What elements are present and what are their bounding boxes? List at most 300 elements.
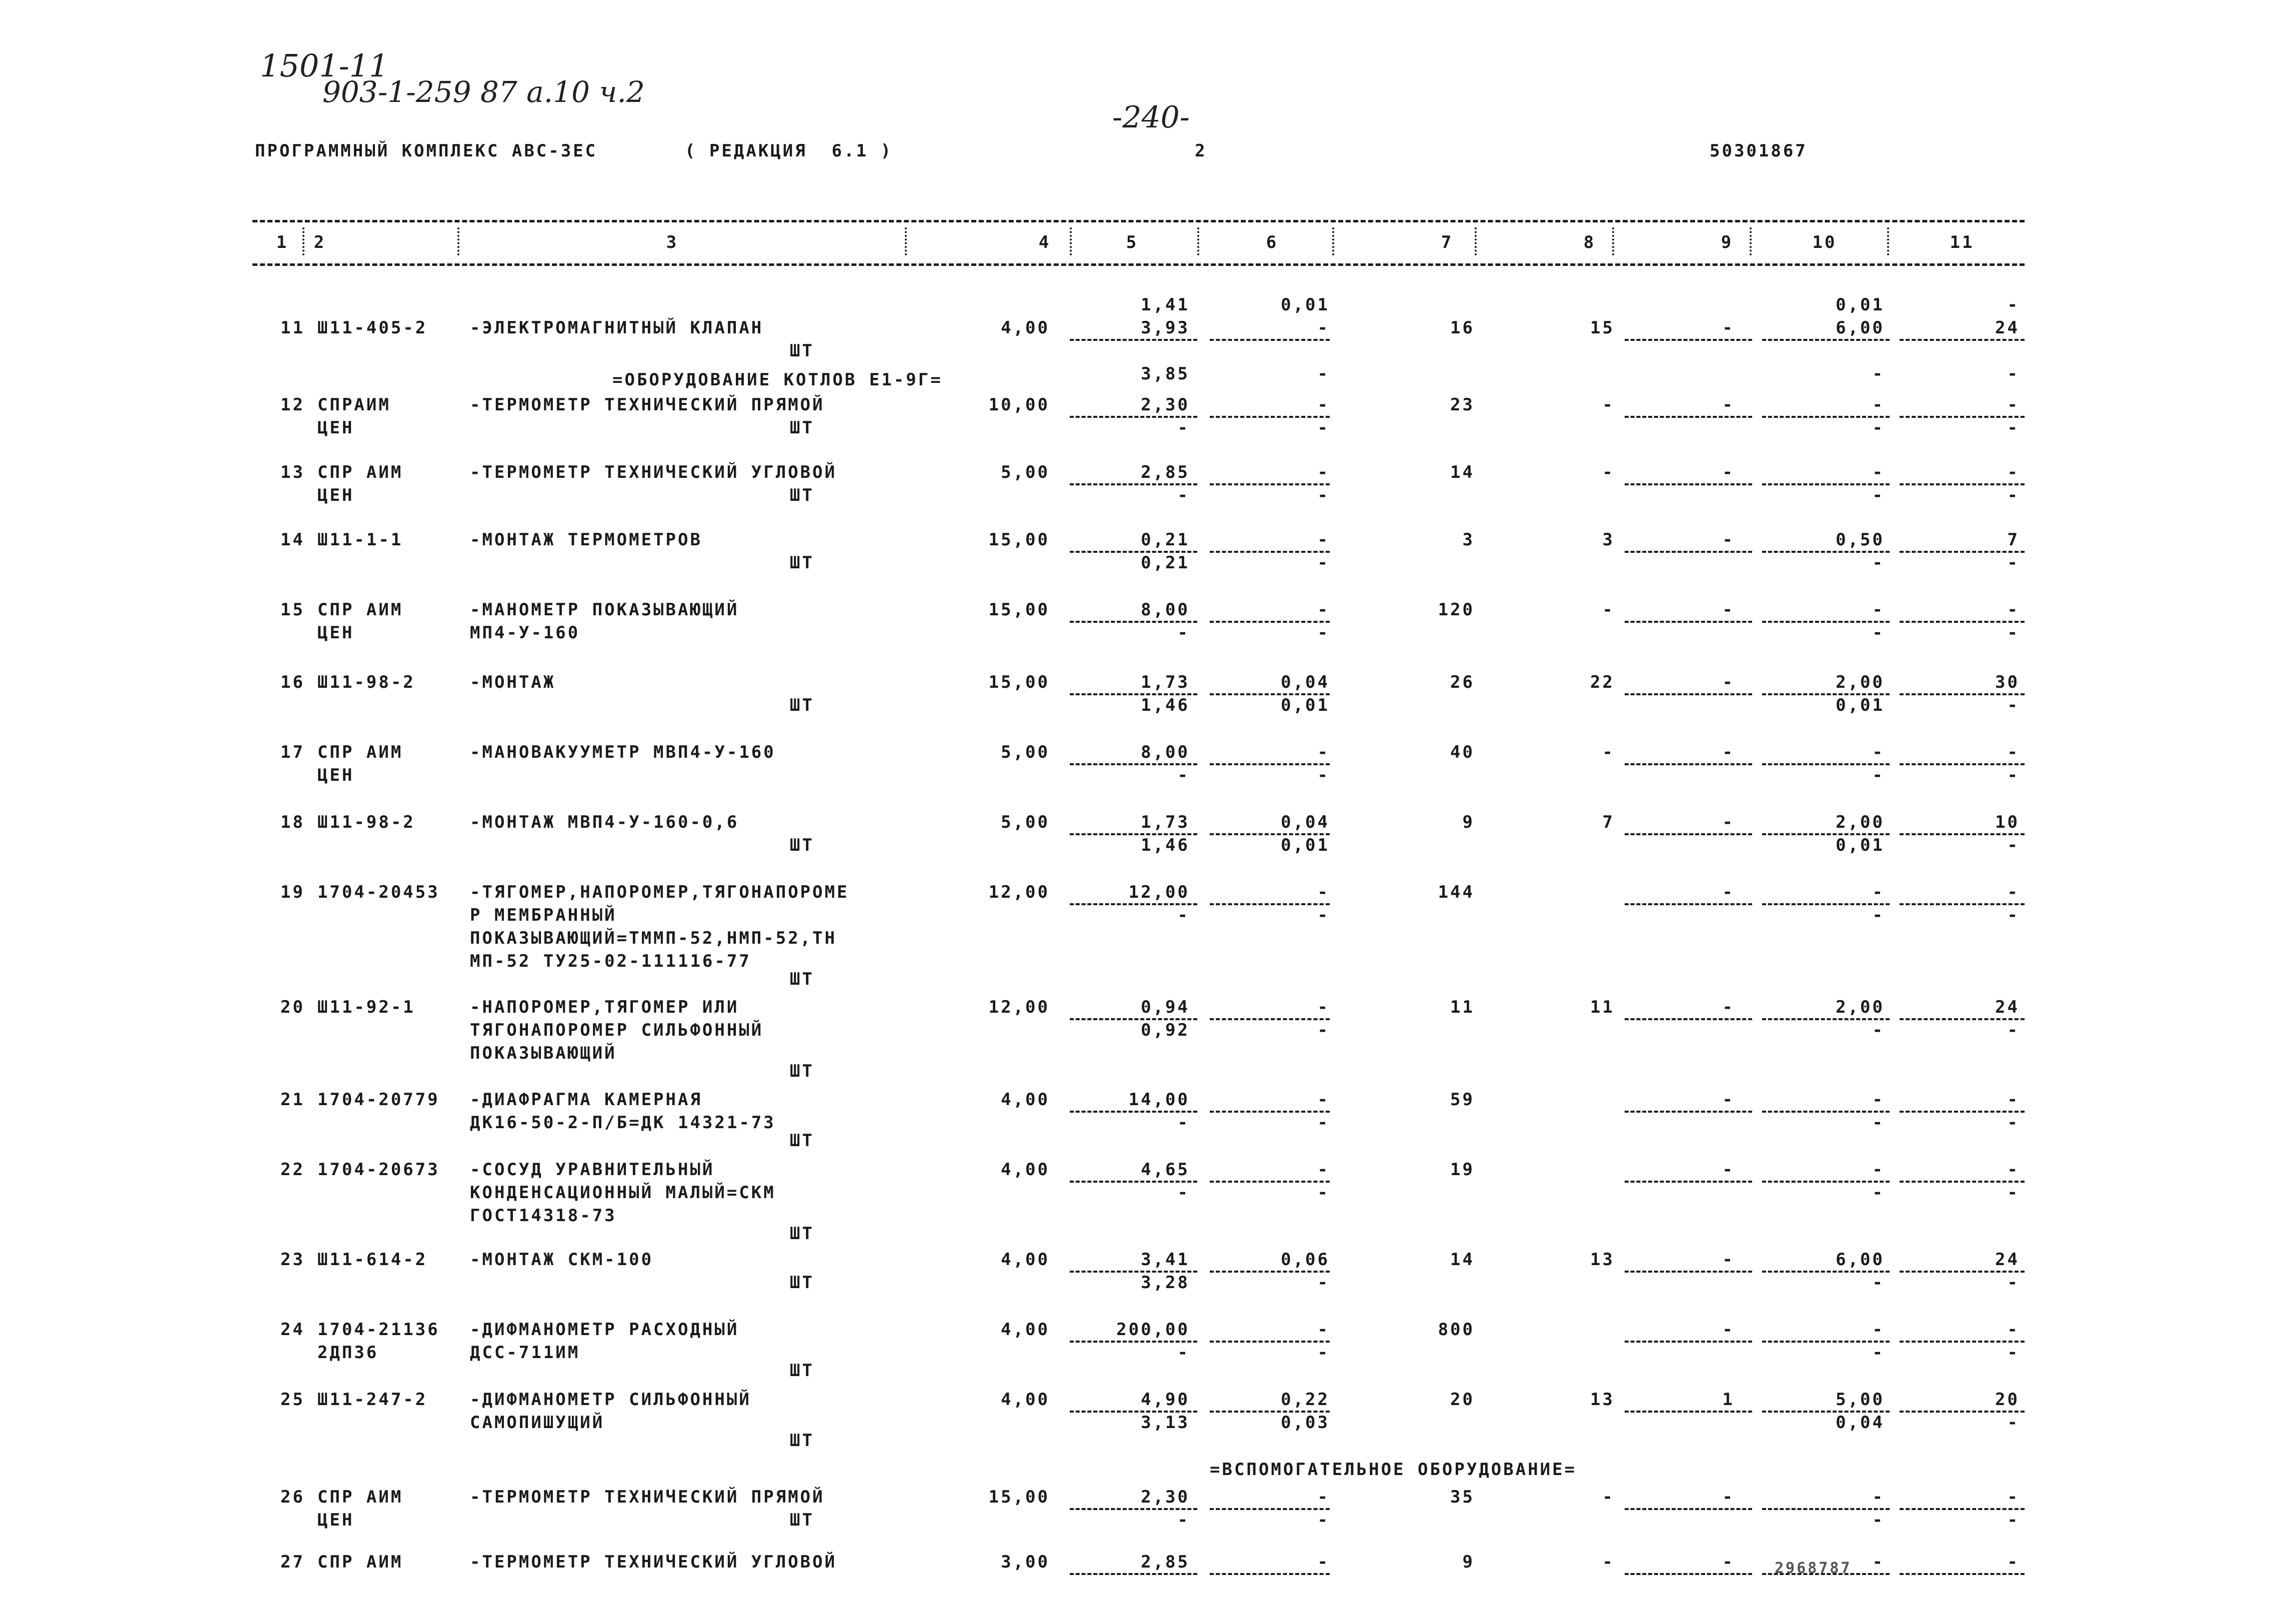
row-unit: ШТ: [790, 1224, 814, 1244]
subtotal-rule: [1070, 833, 1197, 835]
row-quantity: 3,00: [1001, 1552, 1050, 1572]
row-col8: 3: [1602, 530, 1615, 550]
row-name: -ДИФМАНОМЕТР РАСХОДНЫЙ: [470, 1320, 739, 1340]
row-name: -МАНОМЕТР ПОКАЗЫВАЮЩИЙ: [470, 600, 739, 620]
subtotal-rule: [1210, 1411, 1330, 1413]
row-col11: -: [2007, 395, 2020, 415]
subtotal-rule: [1900, 416, 2025, 418]
row-col9: -: [1722, 395, 1735, 415]
row-col10: 6,00: [1836, 318, 1885, 338]
row-code: СПР АИМ: [317, 742, 403, 762]
row-col11: -: [2007, 553, 2020, 573]
row-col5: -: [1177, 623, 1190, 643]
row-number: 18: [280, 812, 305, 832]
subtotal-rule: [1070, 1018, 1197, 1020]
subtotal-rule: [1762, 1018, 1890, 1020]
subtotal-rule: [1210, 483, 1330, 485]
row-code: 1704-20673: [317, 1160, 440, 1180]
row-unit: ШТ: [790, 1273, 814, 1293]
row-col10: -: [1872, 1320, 1885, 1340]
row-col10: -: [1872, 905, 1885, 925]
program-edition: ( РЕДАКЦИЯ 6.1 ): [685, 141, 893, 161]
row-quantity: 5,00: [1001, 742, 1050, 762]
subtotal-rule: [1625, 1341, 1752, 1343]
column-separator: [1750, 227, 1752, 255]
row-col6: -: [1317, 905, 1330, 925]
subtotal-rule: [1900, 1018, 2025, 1020]
row-col7: 59: [1450, 1090, 1475, 1110]
row-col7: 16: [1450, 318, 1475, 338]
column-header-9: 9: [1721, 232, 1734, 252]
row-col11: 24: [1995, 318, 2020, 338]
row-col6: 0,01: [1281, 295, 1330, 315]
row-col9: -: [1722, 742, 1735, 762]
subtotal-rule: [1625, 1508, 1752, 1510]
row-col10: 2,00: [1836, 997, 1885, 1017]
subtotal-rule: [1210, 621, 1330, 623]
row-col8: -: [1602, 742, 1615, 762]
row-col8: 7: [1602, 812, 1615, 832]
handwritten-archive-number: 1501-11: [260, 47, 389, 84]
row-col6: 0,06: [1281, 1250, 1330, 1270]
row-col8: 15: [1590, 318, 1615, 338]
row-col10: 2,00: [1836, 812, 1885, 832]
column-separator: [1197, 227, 1199, 255]
row-col8: -: [1602, 395, 1615, 415]
subtotal-rule: [1762, 693, 1890, 695]
row-col11: -: [2007, 765, 2020, 785]
row-col9: -: [1722, 812, 1735, 832]
row-unit: ШТ: [790, 553, 814, 573]
row-col7: 3: [1462, 530, 1475, 550]
row-unit: ШТ: [790, 695, 814, 715]
row-col6: -: [1317, 1273, 1330, 1293]
subtotal-rule: [1210, 1341, 1330, 1343]
subtotal-rule: [1625, 1111, 1752, 1113]
row-unit: ШТ: [790, 969, 814, 989]
table-top-rule: [252, 220, 2025, 222]
row-col5: 1,73: [1141, 672, 1190, 692]
row-col10: -: [1872, 882, 1885, 902]
row-unit: ШТ: [790, 485, 814, 505]
row-col6: -: [1317, 1090, 1330, 1110]
row-col9: -: [1722, 1487, 1735, 1507]
row-col5: 1,41: [1141, 295, 1190, 315]
row-col11: -: [2007, 1552, 2020, 1572]
subtotal-rule: [1625, 621, 1752, 623]
row-col10: -: [1872, 623, 1885, 643]
row-col6: -: [1317, 364, 1330, 384]
row-code: Ш11-92-1: [317, 997, 415, 1017]
subtotal-rule: [1210, 903, 1330, 905]
row-col11: -: [2007, 1020, 2020, 1040]
subtotal-rule: [1762, 903, 1890, 905]
subtotal-rule: [1762, 1111, 1890, 1113]
row-name: -ТЕРМОМЕТР ТЕХНИЧЕСКИЙ ПРЯМОЙ: [470, 395, 825, 415]
row-code: СПРАИМ: [317, 395, 391, 415]
row-code: Ш11-247-2: [317, 1390, 428, 1410]
row-col11: -: [2007, 1487, 2020, 1507]
handwritten-project-code: 903-1-259 87 a.10 ч.2: [322, 75, 645, 109]
row-col7: 20: [1450, 1390, 1475, 1410]
subtotal-rule: [1210, 763, 1330, 765]
row-name: -МОНТАЖ СКМ-100: [470, 1250, 654, 1270]
row-col5: 0,21: [1141, 553, 1190, 573]
row-number: 11: [280, 318, 305, 338]
row-col10: 0,01: [1836, 835, 1885, 855]
row-name: КОНДЕНСАЦИОННЫЙ МАЛЫЙ=СКМ: [470, 1183, 776, 1203]
row-col5: 3,41: [1141, 1250, 1190, 1270]
program-title: ПРОГРАММНЫЙ КОМПЛЕКС АВС-3ЕС: [255, 141, 598, 161]
row-col8: -: [1602, 1487, 1615, 1507]
row-col7: 120: [1438, 600, 1475, 620]
row-col6: -: [1317, 1160, 1330, 1180]
column-header-6: 6: [1266, 232, 1279, 252]
row-name: -СОСУД УРАВНИТЕЛЬНЫЙ: [470, 1160, 715, 1180]
row-code: Ш11-1-1: [317, 530, 403, 550]
row-name: -ЭЛЕКТРОМАГНИТНЫЙ КЛАПАН: [470, 318, 764, 338]
section-heading-boilers: =ОБОРУДОВАНИЕ КОТЛОВ Е1-9Г=: [612, 370, 943, 390]
row-col10: 2,00: [1836, 672, 1885, 692]
row-quantity: 15,00: [988, 600, 1050, 620]
row-col5: 3,85: [1141, 364, 1190, 384]
subtotal-rule: [1762, 763, 1890, 765]
row-col5: 2,30: [1141, 1487, 1190, 1507]
row-col11: -: [2007, 418, 2020, 438]
subtotal-rule: [1762, 416, 1890, 418]
row-quantity: 4,00: [1001, 318, 1050, 338]
row-name: -ТЕРМОМЕТР ТЕХНИЧЕСКИЙ УГЛОВОЙ: [470, 1552, 837, 1572]
row-code-extra: ЦЕН: [317, 418, 354, 438]
column-separator: [457, 227, 459, 255]
column-header-11: 11: [1950, 232, 1975, 252]
row-unit: ШТ: [790, 1131, 814, 1151]
row-col9: -: [1722, 530, 1735, 550]
row-col11: 24: [1995, 997, 2020, 1017]
row-col6: 0,04: [1281, 672, 1330, 692]
subtotal-rule: [1900, 1508, 2025, 1510]
row-code-extra: ЦЕН: [317, 485, 354, 505]
row-name: -МОНТАЖ МВП4-У-160-0,6: [470, 812, 739, 832]
row-code: СПР АИМ: [317, 1487, 403, 1507]
subtotal-rule: [1070, 1573, 1197, 1575]
column-header-4: 4: [1038, 232, 1051, 252]
row-col11: 24: [1995, 1250, 2020, 1270]
subtotal-rule: [1900, 551, 2025, 553]
row-col10: 0,01: [1836, 695, 1885, 715]
row-name: -НАПОРОМЕР,ТЯГОМЕР ИЛИ: [470, 997, 739, 1017]
row-col9: -: [1722, 318, 1735, 338]
row-col6: 0,04: [1281, 812, 1330, 832]
row-col9: -: [1722, 1090, 1735, 1110]
row-col10: -: [1872, 1510, 1885, 1530]
subtotal-rule: [1900, 483, 2025, 485]
row-col9: -: [1722, 462, 1735, 482]
row-name: -МОНТАЖ: [470, 672, 556, 692]
subtotal-rule: [1210, 551, 1330, 553]
row-col7: 19: [1450, 1160, 1475, 1180]
row-col5: 1,46: [1141, 835, 1190, 855]
row-col10: 5,00: [1836, 1390, 1885, 1410]
row-col7: 9: [1462, 1552, 1475, 1572]
subtotal-rule: [1070, 483, 1197, 485]
row-col5: 14,00: [1128, 1090, 1190, 1110]
row-col5: 1,73: [1141, 812, 1190, 832]
row-col5: 3,13: [1141, 1413, 1190, 1433]
subtotal-rule: [1625, 483, 1752, 485]
subtotal-rule: [1625, 833, 1752, 835]
subtotal-rule: [1070, 416, 1197, 418]
subtotal-rule: [1210, 1271, 1330, 1273]
subtotal-rule: [1762, 1181, 1890, 1183]
row-col5: 4,65: [1141, 1160, 1190, 1180]
subtotal-rule: [1070, 339, 1197, 341]
column-header-5: 5: [1126, 232, 1139, 252]
row-col6: -: [1317, 742, 1330, 762]
row-col6: -: [1317, 1552, 1330, 1572]
subtotal-rule: [1625, 1271, 1752, 1273]
row-quantity: 4,00: [1001, 1250, 1050, 1270]
row-number: 27: [280, 1552, 305, 1572]
row-col7: 800: [1438, 1320, 1475, 1340]
row-col10: -: [1872, 1183, 1885, 1203]
row-col8: -: [1602, 1552, 1615, 1572]
subtotal-rule: [1900, 1411, 2025, 1413]
row-col10: -: [1872, 1020, 1885, 1040]
table-header-rule: [252, 263, 2025, 266]
row-col5: 2,85: [1141, 1552, 1190, 1572]
row-number: 23: [280, 1250, 305, 1270]
column-separator: [1612, 227, 1614, 255]
row-quantity: 15,00: [988, 530, 1050, 550]
row-name: -ДИФМАНОМЕТР СИЛЬФОННЫЙ: [470, 1390, 751, 1410]
row-name: ТЯГОНАПОРОМЕР СИЛЬФОННЫЙ: [470, 1020, 764, 1040]
row-name: ДСС-711ИМ: [470, 1343, 580, 1363]
row-col10: -: [1872, 600, 1885, 620]
row-col5: 8,00: [1141, 742, 1190, 762]
row-col11: -: [2007, 1343, 2020, 1363]
column-header-3: 3: [666, 232, 679, 252]
row-col6: -: [1317, 1020, 1330, 1040]
subtotal-rule: [1625, 339, 1752, 341]
column-header-10: 10: [1812, 232, 1837, 252]
row-col10: -: [1872, 1552, 1885, 1572]
subtotal-rule: [1070, 621, 1197, 623]
row-col7: 11: [1450, 997, 1475, 1017]
row-name: Р МЕМБРАННЫЙ: [470, 905, 617, 925]
subtotal-rule: [1762, 551, 1890, 553]
row-quantity: 10,00: [988, 395, 1050, 415]
subtotal-rule: [1210, 1573, 1330, 1575]
subtotal-rule: [1625, 903, 1752, 905]
row-number: 26: [280, 1487, 305, 1507]
row-code: Ш11-98-2: [317, 672, 415, 692]
row-col7: 40: [1450, 742, 1475, 762]
row-name: ПОКАЗЫВАЮЩИЙ: [470, 1043, 617, 1063]
row-col9: -: [1722, 1552, 1735, 1572]
row-number: 21: [280, 1090, 305, 1110]
row-col5: 200,00: [1116, 1320, 1190, 1340]
row-col7: 144: [1438, 882, 1475, 902]
row-col11: -: [2007, 882, 2020, 902]
row-col6: -: [1317, 485, 1330, 505]
row-col10: -: [1872, 1487, 1885, 1507]
subtotal-rule: [1900, 1341, 2025, 1343]
row-col5: -: [1177, 1113, 1190, 1133]
row-col11: -: [2007, 695, 2020, 715]
row-unit: ШТ: [790, 1431, 814, 1451]
row-col10: -: [1872, 553, 1885, 573]
subtotal-rule: [1900, 1271, 2025, 1273]
row-col11: -: [2007, 600, 2020, 620]
row-name: ГОСТ14318-73: [470, 1206, 617, 1226]
row-unit: ШТ: [790, 1361, 814, 1381]
row-number: 13: [280, 462, 305, 482]
subtotal-rule: [1900, 1573, 2025, 1575]
row-col5: -: [1177, 418, 1190, 438]
subtotal-rule: [1210, 339, 1330, 341]
subtotal-rule: [1070, 1111, 1197, 1113]
row-number: 22: [280, 1160, 305, 1180]
row-col11: 10: [1995, 812, 2020, 832]
row-col10: -: [1872, 742, 1885, 762]
row-name: -ТЕРМОМЕТР ТЕХНИЧЕСКИЙ ПРЯМОЙ: [470, 1487, 825, 1507]
row-name: -ТЕРМОМЕТР ТЕХНИЧЕСКИЙ УГЛОВОЙ: [470, 462, 837, 482]
row-quantity: 15,00: [988, 1487, 1050, 1507]
row-col10: -: [1872, 395, 1885, 415]
row-col5: -: [1177, 1510, 1190, 1530]
row-col6: 0,01: [1281, 835, 1330, 855]
row-name: -МАНОВАКУУМЕТР МВП4-У-160: [470, 742, 776, 762]
row-quantity: 4,00: [1001, 1390, 1050, 1410]
row-col6: -: [1317, 1113, 1330, 1133]
row-number: 17: [280, 742, 305, 762]
row-col10: -: [1872, 1273, 1885, 1293]
subtotal-rule: [1625, 693, 1752, 695]
row-col11: -: [2007, 1113, 2020, 1133]
row-number: 14: [280, 530, 305, 550]
row-number: 24: [280, 1320, 305, 1340]
row-col5: -: [1177, 485, 1190, 505]
row-col6: -: [1317, 623, 1330, 643]
subtotal-rule: [1210, 416, 1330, 418]
row-col11: -: [2007, 623, 2020, 643]
row-col5: 0,21: [1141, 530, 1190, 550]
subtotal-rule: [1625, 1411, 1752, 1413]
row-quantity: 12,00: [988, 882, 1050, 902]
row-col10: 0,04: [1836, 1413, 1885, 1433]
row-code-extra: ЦЕН: [317, 765, 354, 785]
subtotal-rule: [1762, 1341, 1890, 1343]
row-col5: 1,46: [1141, 695, 1190, 715]
row-col5: -: [1177, 1183, 1190, 1203]
row-code: 1704-21136: [317, 1320, 440, 1340]
row-col8: -: [1602, 462, 1615, 482]
row-name: САМОПИШУЩИЙ: [470, 1413, 605, 1433]
row-number: 19: [280, 882, 305, 902]
row-col5: -: [1177, 765, 1190, 785]
row-col6: -: [1317, 1320, 1330, 1340]
subtotal-rule: [1900, 339, 2025, 341]
document-code: 50301867: [1710, 141, 1808, 161]
column-header-1: 1: [276, 232, 289, 252]
row-col6: -: [1317, 1183, 1330, 1203]
subtotal-rule: [1070, 1271, 1197, 1273]
row-col7: 26: [1450, 672, 1475, 692]
row-col6: -: [1317, 553, 1330, 573]
row-col11: -: [2007, 1183, 2020, 1203]
row-col11: 20: [1995, 1390, 2020, 1410]
row-col11: -: [2007, 1510, 2020, 1530]
row-quantity: 5,00: [1001, 812, 1050, 832]
row-col10: 0,50: [1836, 530, 1885, 550]
subtotal-rule: [1625, 551, 1752, 553]
row-code: 1704-20453: [317, 882, 440, 902]
row-name: ДК16-50-2-П/Б=ДК 14321-73: [470, 1113, 776, 1133]
row-col5: 8,00: [1141, 600, 1190, 620]
column-separator: [1070, 227, 1072, 255]
column-separator: [302, 227, 304, 255]
row-number: 15: [280, 600, 305, 620]
subtotal-rule: [1762, 621, 1890, 623]
row-code-extra: 2ДП36: [317, 1343, 379, 1363]
row-col5: -: [1177, 1343, 1190, 1363]
row-code-extra: ЦЕН: [317, 1510, 354, 1530]
row-col11: -: [2007, 485, 2020, 505]
row-col9: -: [1722, 882, 1735, 902]
row-number: 12: [280, 395, 305, 415]
row-col6: -: [1317, 1487, 1330, 1507]
row-col5: 3,93: [1141, 318, 1190, 338]
row-col5: 0,94: [1141, 997, 1190, 1017]
row-col8: -: [1602, 600, 1615, 620]
row-col6: 0,03: [1281, 1413, 1330, 1433]
subtotal-rule: [1762, 1271, 1890, 1273]
row-name: МП4-У-160: [470, 623, 580, 643]
subtotal-rule: [1625, 1573, 1752, 1575]
row-col8: 11: [1590, 997, 1615, 1017]
row-col11: 30: [1995, 672, 2020, 692]
sheet-number: 2: [1195, 141, 1207, 161]
column-separator: [1332, 227, 1334, 255]
row-col11: -: [2007, 905, 2020, 925]
row-col6: 0,01: [1281, 695, 1330, 715]
row-code: 1704-20779: [317, 1090, 440, 1110]
row-code: СПР АИМ: [317, 600, 403, 620]
row-name: -ДИАФРАГМА КАМЕРНАЯ: [470, 1090, 702, 1110]
row-col6: -: [1317, 1343, 1330, 1363]
row-name: МП-52 ТУ25-02-111116-77: [470, 951, 751, 971]
subtotal-rule: [1900, 1181, 2025, 1183]
subtotal-rule: [1762, 483, 1890, 485]
row-col9: -: [1722, 600, 1735, 620]
row-col6: -: [1317, 418, 1330, 438]
row-col5: 2,30: [1141, 395, 1190, 415]
row-code: Ш11-614-2: [317, 1250, 428, 1270]
row-col10: -: [1872, 1113, 1885, 1133]
row-number: 20: [280, 997, 305, 1017]
column-separator: [1475, 227, 1477, 255]
row-col6: 0,22: [1281, 1390, 1330, 1410]
subtotal-rule: [1900, 1111, 2025, 1113]
row-col11: -: [2007, 1320, 2020, 1340]
row-col7: 14: [1450, 1250, 1475, 1270]
row-col5: 3,28: [1141, 1273, 1190, 1293]
row-unit: ШТ: [790, 418, 814, 438]
row-unit: ШТ: [790, 1061, 814, 1081]
row-col8: 22: [1590, 672, 1615, 692]
row-col9: -: [1722, 672, 1735, 692]
